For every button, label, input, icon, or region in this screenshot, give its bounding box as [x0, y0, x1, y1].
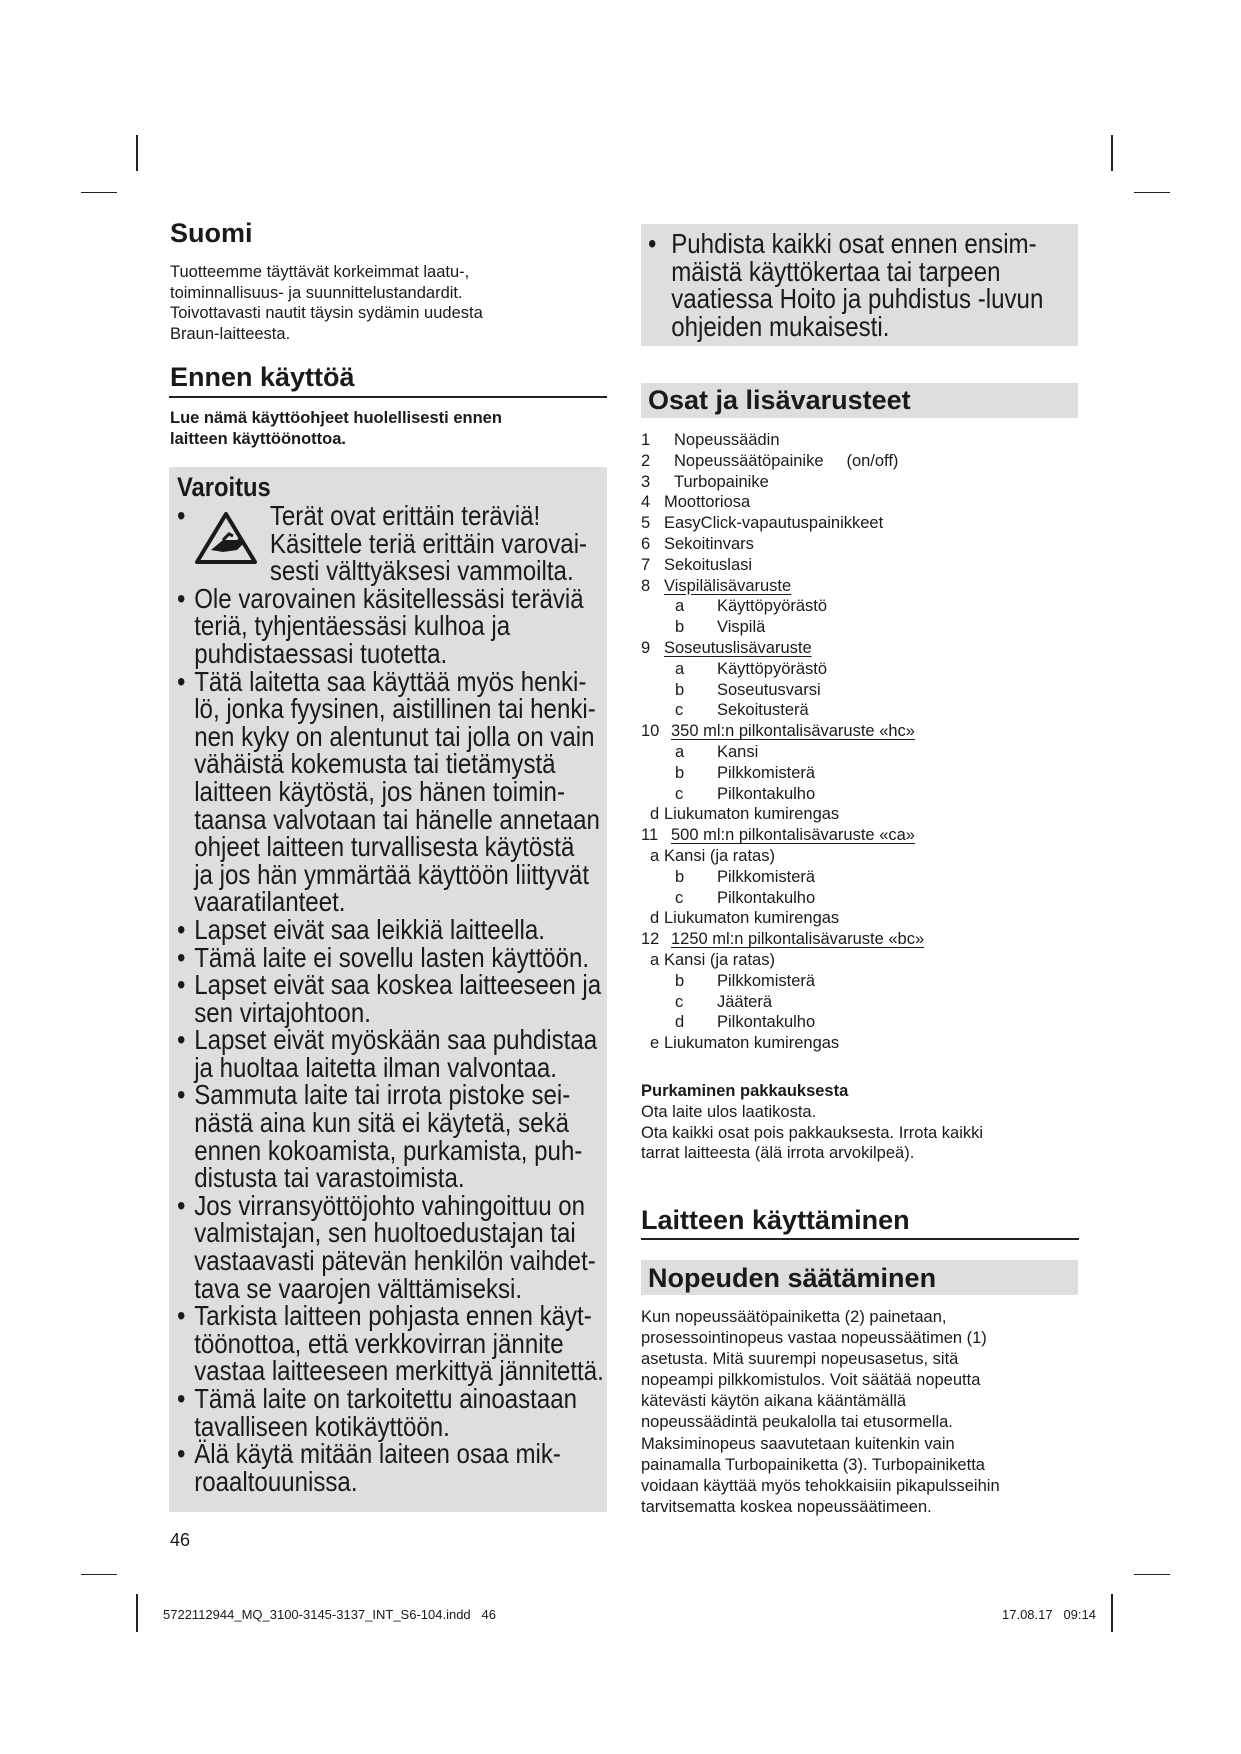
part-number: a — [650, 950, 660, 969]
text-line: Kun nopeussäätöpainiketta (2) painetaan, — [641, 1308, 947, 1326]
warning-line: • Lapset eivät myöskään saa puhdistaa — [177, 1024, 598, 1056]
part-number: 1 — [641, 431, 651, 449]
warning-line: vaaratilanteet. — [194, 886, 346, 918]
text-line: Lue nämä käyttöohjeet huolellisesti ennen — [170, 409, 502, 427]
part-label: Kansi (ja ratas) — [664, 950, 775, 969]
part-number: 3 — [641, 472, 651, 491]
part-number: b — [675, 867, 685, 886]
part-label: Pilkontakulho — [717, 784, 816, 803]
heading-rule — [169, 396, 607, 398]
crop-mark — [136, 1594, 138, 1632]
warning-line: taansa valvotaan tai hänelle annetaan — [194, 803, 600, 835]
parts-list-item — [641, 555, 1078, 576]
part-label: 350 ml:n pilkontalisävaruste «hc» — [671, 722, 915, 741]
warning-line: • Jos virransyöttöjohto vahingoittuu on — [177, 1189, 586, 1221]
crop-mark — [1134, 192, 1170, 193]
text-line: voidaan käyttää myös tehokkaisiin pikapulsseihin — [641, 1476, 1000, 1495]
warning-line: valmistajan, sen huoltoedustajan tai — [194, 1217, 576, 1249]
crop-mark — [1111, 1594, 1113, 1632]
parts-list-item — [641, 617, 1078, 638]
text-line: kätevästi käytön aikana kääntämällä — [641, 1392, 907, 1411]
part-number: a — [675, 659, 685, 678]
part-label: Käyttöpyörästö — [717, 659, 828, 678]
crop-mark — [1134, 1574, 1170, 1575]
text-line: Tuotteemme täyttävät korkeimmat laatu-, — [170, 263, 470, 281]
section-heading-using: Laitteen käyttäminen — [641, 1205, 910, 1235]
parts-list-item — [641, 742, 1078, 763]
warning-line: • Tätä laitetta saa käyttää myös henki- — [177, 665, 587, 697]
warning-item — [177, 913, 602, 945]
part-number: b — [675, 680, 685, 699]
warning-line: teriä, tyhjentäessäsi kulhoa ja — [194, 610, 511, 642]
warning-line: ohjeet laitteen turvallisesta käytöstä — [194, 831, 575, 863]
warning-line: nen kyky on alentunut tai jolla on vain — [194, 720, 595, 752]
parts-list-item — [641, 513, 1078, 534]
parts-list-item — [641, 804, 1078, 825]
language-title: Suomi — [170, 218, 253, 248]
part-number: b — [675, 618, 685, 637]
crop-mark — [136, 135, 138, 171]
part-number: 8 — [641, 576, 651, 595]
part-label: Pilkkomisterä — [717, 971, 816, 990]
warning-line: • Lapset eivät saa koskea laitteeseen ja — [177, 969, 602, 1001]
part-number: d — [675, 1013, 685, 1032]
parts-list-item — [641, 430, 1078, 451]
part-label: Soseutusvarsi — [717, 680, 821, 699]
warning-item — [177, 665, 602, 918]
part-label: Kansi (ja ratas) — [664, 846, 775, 865]
warning-line: • Tämä laite ei sovellu lasten käyttöön. — [177, 941, 590, 973]
part-label: Pilkontakulho — [717, 888, 816, 907]
warning-line: ja huoltaa laitetta ilman valvontaa. — [194, 1051, 557, 1083]
part-number: 10 — [641, 722, 660, 741]
part-label: Liukumaton kumirengas — [664, 909, 840, 928]
part-number: 2 — [641, 451, 651, 470]
warning-line: sen virtajohtoon. — [194, 996, 371, 1028]
part-label: Nopeussäätöpainike (on/off) — [674, 451, 899, 470]
parts-list-item — [641, 763, 1078, 784]
part-number: c — [675, 888, 684, 907]
part-label: Vispilä — [717, 618, 766, 637]
warning-line: vastaavasti pätevän henkilön vaihdet- — [194, 1245, 596, 1277]
warning-item — [177, 1189, 602, 1304]
text-line: asetusta. Mitä suurempi nopeusasetus, sitä — [641, 1350, 959, 1369]
warning-line: lö, jonka fyysinen, aistillinen tai henki- — [194, 693, 596, 725]
warning-line: vähäistä kokemusta tai tietämystä — [194, 748, 556, 780]
parts-list-item — [641, 929, 1078, 950]
warning-line: tavalliseen kotikäyttöön. — [194, 1410, 450, 1442]
warning-item — [177, 582, 602, 669]
bullet-icon: • — [177, 1383, 186, 1414]
parts-list-item — [641, 867, 1078, 888]
part-label: Sekoituslasi — [664, 555, 753, 574]
parts-list-item — [641, 576, 1078, 597]
bullet-icon: • — [177, 500, 186, 531]
warning-item — [177, 1440, 602, 1495]
warning-line: ennen kokoamista, purkamista, puh- — [194, 1134, 583, 1166]
parts-list-item — [641, 950, 1078, 971]
part-label: Pilkkomisterä — [717, 763, 816, 782]
bullet-icon: • — [648, 228, 657, 259]
warning-line: • Lapset eivät saa leikkiä laitteella. — [177, 913, 545, 945]
warning-line: • Tämä laite on tarkoitettu ainoastaan — [177, 1383, 578, 1414]
footer-datetime: 17.08.17 09:14 — [1002, 1607, 1096, 1622]
part-label: Turbopainike — [674, 472, 769, 491]
text-line: mäistä käyttökertaa tai tarpeen — [671, 255, 1001, 287]
part-number: a — [675, 597, 685, 616]
part-number: 12 — [641, 930, 660, 949]
warning-item — [177, 1302, 602, 1385]
page-number: 46 — [170, 1530, 191, 1550]
parts-list-item — [641, 659, 1078, 680]
text-line: • Puhdista kaikki osat ennen ensim- — [648, 228, 1037, 259]
crop-mark — [81, 1574, 117, 1575]
parts-list-item — [641, 1033, 1078, 1054]
parts-list-item — [641, 1012, 1078, 1033]
part-label: Liukumaton kumirengas — [664, 805, 840, 824]
warning-line: distusta tai varastoimista. — [194, 1162, 465, 1194]
parts-list-item — [641, 451, 1078, 472]
bullet-icon: • — [177, 969, 186, 1001]
part-number: c — [675, 784, 684, 803]
bullet-icon: • — [177, 913, 186, 945]
speed-heading: Nopeuden säätäminen — [648, 1263, 937, 1293]
warning-line: sesti välttyäksesi vammoilta. — [269, 555, 574, 587]
warning-line: tava se vaarojen välttämiseksi. — [194, 1272, 523, 1304]
text-line: Braun-laitteesta. — [170, 324, 291, 343]
speed-paragraph — [641, 1307, 1000, 1518]
warning-list — [177, 502, 602, 1495]
bullet-icon: • — [177, 1079, 186, 1111]
warning-line: ja jos hän ymmärtää käyttöön liittyvät — [194, 858, 590, 890]
text-line: Toivottavasti nautit täysin sydämin uudesta — [170, 304, 483, 322]
warning-line: roaaltouunissa. — [194, 1465, 358, 1497]
parts-list-item — [641, 638, 1078, 659]
intro-paragraph — [170, 262, 483, 344]
unpacking-title: Purkaminen pakkauksesta — [641, 1082, 849, 1100]
part-label: EasyClick-vapautuspainikkeet — [664, 514, 884, 533]
parts-list-item — [641, 492, 1078, 513]
heading-rule — [641, 1238, 1079, 1240]
warning-line: • Ole varovainen käsitellessäsi teräviä — [177, 582, 584, 614]
part-number: d — [650, 805, 660, 824]
part-number: 9 — [641, 638, 651, 657]
text-line: tarvitsematta koskea nopeussäätimeen. — [641, 1497, 932, 1516]
bullet-icon: • — [177, 582, 186, 614]
warning-line: • Terät ovat erittäin teräviä! — [177, 500, 541, 531]
part-label: Käyttöpyörästö — [717, 597, 828, 616]
cleaning-note — [648, 230, 1108, 340]
warning-line: vastaa laitteeseen merkittyä jännitettä. — [194, 1355, 604, 1387]
warning-line: töönottoa, että verkkovirran jännite — [194, 1327, 564, 1359]
part-label: Liukumaton kumirengas — [664, 1034, 840, 1053]
bullet-icon: • — [177, 1438, 186, 1470]
hand-blade-warning-icon — [193, 510, 259, 571]
part-number: a — [675, 742, 685, 761]
parts-list-item — [641, 680, 1078, 701]
part-number: 5 — [641, 514, 651, 533]
footer-filename: 5722112944_MQ_3100-3145-3137_INT_S6-104.indd 46 — [163, 1607, 496, 1622]
text-line: tarrat laitteesta (älä irrota arvokilpeä). — [641, 1144, 915, 1162]
warning-item — [177, 502, 602, 585]
bullet-icon: • — [177, 1024, 186, 1056]
part-number: a — [650, 846, 660, 865]
parts-list-item — [641, 825, 1078, 846]
parts-list-item — [641, 888, 1078, 909]
warning-item — [177, 971, 602, 1026]
text-line: ohjeiden mukaisesti. — [671, 310, 890, 342]
text-line: Ota kaikki osat pois pakkauksesta. Irrota kaikki — [641, 1123, 984, 1142]
warning-line: nästä aina kun sitä ei käytetä, sekä — [194, 1107, 570, 1139]
bullet-icon: • — [177, 941, 186, 973]
warning-item — [177, 1079, 602, 1194]
warning-line: • Sammuta laite tai irrota pistoke sei- — [177, 1079, 571, 1111]
parts-list-item — [641, 596, 1078, 617]
text-line: Ota laite ulos laatikosta. — [641, 1103, 817, 1121]
warning-title: Varoitus — [177, 472, 271, 502]
parts-heading: Osat ja lisävarusteet — [648, 385, 911, 415]
parts-list-item — [641, 700, 1078, 721]
text-line: nopeussäädintä peukalolla tai etusormella. — [641, 1413, 953, 1432]
parts-list-item — [641, 971, 1078, 992]
bullet-icon: • — [177, 1300, 186, 1332]
warning-line: • Tarkista laitteen pohjasta ennen käyt- — [177, 1300, 592, 1332]
parts-list — [641, 430, 1078, 1054]
part-label: 500 ml:n pilkontalisävaruste «ca» — [671, 826, 915, 845]
text-line: vaatiessa Hoito ja puhdistus -luvun — [671, 283, 1044, 315]
bullet-icon: • — [177, 1189, 186, 1221]
text-line: nopeampi pilkkomistulos. Voit säätää nopeutta — [641, 1371, 981, 1390]
part-number: e — [650, 1034, 660, 1053]
warning-line: puhdistaessasi tuotetta. — [194, 637, 448, 669]
part-label: Jääterä — [717, 992, 773, 1011]
part-number: 6 — [641, 534, 651, 553]
warning-item — [177, 1026, 602, 1081]
parts-list-item — [641, 908, 1078, 929]
parts-list-item — [641, 784, 1078, 805]
text-line: Maksiminopeus saavutetaan kuitenkin vain — [641, 1434, 955, 1453]
text-line: painamalla Turbopainiketta (3). Turbopainiketta — [641, 1455, 985, 1474]
part-number: b — [675, 971, 685, 990]
part-label: Nopeussäädin — [674, 431, 780, 449]
warning-item — [177, 1385, 602, 1440]
parts-list-item — [641, 992, 1078, 1013]
crop-mark — [1111, 135, 1113, 171]
read-instructions-note — [170, 408, 502, 449]
part-number: d — [650, 909, 660, 928]
part-number: c — [675, 701, 684, 720]
crop-mark — [81, 192, 117, 193]
parts-list-item — [641, 721, 1078, 742]
warning-item — [177, 941, 602, 973]
part-number: c — [675, 992, 684, 1011]
bullet-icon: • — [177, 665, 186, 697]
section-heading-before-use: Ennen käyttöä — [170, 362, 355, 392]
warning-line: • Älä käytä mitään laiteen osaa mik- — [177, 1438, 561, 1470]
parts-list-item — [641, 534, 1078, 555]
part-label: Kansi — [717, 742, 759, 761]
part-label: Sekoitusterä — [717, 701, 809, 720]
text-line: laitteen käyttöönottoa. — [170, 429, 347, 448]
part-number: 7 — [641, 555, 651, 574]
parts-list-item — [641, 846, 1078, 867]
text-line: toiminnallisuus- ja suunnittelustandardit. — [170, 283, 463, 302]
text-line: prosessointinopeus vastaa nopeussäätimen (1) — [641, 1329, 987, 1348]
warning-line: laitteen käytöstä, jos hänen toimin- — [194, 775, 565, 807]
part-label: Pilkkomisterä — [717, 867, 816, 886]
part-label: Pilkontakulho — [717, 1013, 816, 1032]
part-label: Soseutuslisävaruste — [664, 638, 812, 657]
unpacking-text — [641, 1102, 983, 1164]
part-number: 4 — [641, 493, 651, 512]
part-label: Sekoitinvars — [664, 534, 754, 553]
part-label: 1250 ml:n pilkontalisävaruste «bc» — [671, 930, 925, 949]
part-label: Moottoriosa — [664, 493, 751, 512]
parts-list-item — [641, 472, 1078, 493]
warning-line: Käsittele teriä erittäin varovai- — [269, 527, 588, 559]
part-label: Vispilälisävaruste — [664, 576, 792, 595]
part-number: 11 — [641, 826, 659, 845]
part-number: b — [675, 763, 685, 782]
